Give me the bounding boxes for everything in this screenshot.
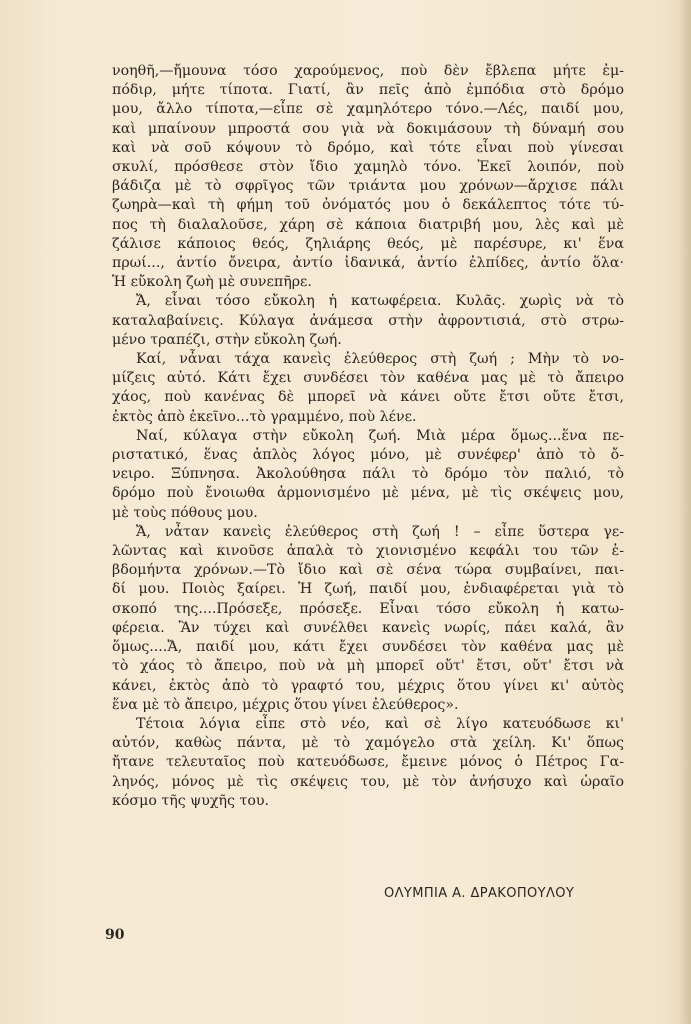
text-line: Ἡ εὔκολη ζωὴ μὲ συνεπῆρε. [112, 274, 312, 291]
body-text [112, 62, 624, 811]
author-signature: ΟΛΥΜΠΙΑ Α. ΔΡΑΚΟΠΟΥΛΟΥ [384, 886, 575, 901]
page-number: 90 [105, 927, 125, 943]
text-line: ζάλισε κάποιος θεός, ζηλιάρης θεός, μὲ παρέσυρε, κι' ἕνα [112, 235, 624, 252]
paragraph [112, 62, 624, 292]
text-line: μου, ἄλλο τίποτα,—εἶπε σὲ χαμηλότερο τόνο.—Λές, παιδί μου, [112, 101, 624, 118]
text-line: μὲ τοὺς πόθους μου. [112, 504, 258, 521]
text-line: μίζεις αὐτό. Κάτι ἔχει συνδέσει τὸν καθένα μας μὲ τὸ ἄπειρο [112, 370, 624, 387]
text-line: σκοπό της....Πρόσεξε, πρόσεξε. Εἶναι τόσο εὔκολη ἡ κατω- [112, 600, 624, 617]
text-line: κόσμο τῆς ψυχῆς του. [112, 792, 269, 809]
text-line: καὶ μπαίνουν μπροστά σου γιὰ νὰ δοκιμάσουν τὴ δύναμή σου [112, 120, 624, 137]
text-line: Καί, νἆναι τάχα κανεὶς ἐλεύθερος στὴ ζωή ; Μὴν τὸ νο- [136, 351, 624, 368]
text-line: χάος, ποὺ κανένας δὲ μπορεῖ νὰ κάνει οὔτε ἔτσι οὔτε ἔτσι, [112, 389, 624, 406]
text-line: πρωί..., ἀντίο ὄνειρα, ἀντίο ἰδανικά, ἀντίο ἐλπίδες, ἀντίο ὅλα· [112, 255, 624, 272]
text-line: ἐκτὸς ἀπὸ ἐκεῖνο...τὸ γραμμένο, ποὺ λένε. [112, 408, 417, 425]
text-line: βάδιζα μὲ τὸ σφρῖγος τῶν τριάντα μου χρόνων—ἄρχισε πάλι [112, 178, 624, 195]
text-line: ἤτανε τελευταῖος ποὺ κατευόδωσε, ἔμεινε μόνος ὁ Πέτρος Γα- [112, 754, 624, 771]
text-line: δρόμο ποὺ ἔνοιωθα ἁρμονισμένο μὲ μένα, μὲ τὶς σκέψεις μου, [112, 485, 624, 502]
paragraph [112, 427, 624, 523]
text-line: ληνός, μόνος μὲ τὶς σκέψεις του, μὲ τὸν ἀνήσυχο καὶ ὡραῖο [112, 773, 624, 790]
paragraph [112, 523, 624, 715]
text-line: αὐτόν, καθὼς πάντα, μὲ τὸ χαμόγελο στὰ χείλη. Κι' ὅπως [112, 735, 624, 752]
text-line: Ἄ, εἶναι τόσο εὔκολη ἡ κατωφέρεια. Κυλᾶς. χωρὶς νὰ τὸ [136, 293, 624, 310]
text-line: σκυλί, πρόσθεσε στὸν ἴδιο χαμηλὸ τόνο. Ἐκεῖ λοιπόν, ποὺ [112, 159, 624, 176]
text-line: ζωηρὰ—καὶ τὴ φήμη τοῦ ὀνόματός μου ὁ δεκάλεπτος τότε τύ- [112, 197, 624, 214]
paragraph [112, 350, 624, 427]
text-line: φέρεια. Ἂν τύχει καὶ συνέλθει κανεὶς νωρίς, πάει καλά, ἂν [112, 619, 624, 636]
text-line: κάνει, ἐκτὸς ἀπὸ τὸ γραφτό του, μέχρις ὅτου γίνει κι' αὐτὸς [112, 677, 624, 694]
text-line: ὅμως....Ἄ, παιδί μου, κάτι ἔχει συνδέσει τὸν καθένα μας μὲ [112, 639, 624, 656]
text-line: Ἄ, νἆταν κανεὶς ἐλεύθερος στὴ ζωή ! – εἶπε ὕστερα γε- [136, 523, 624, 540]
paragraph [112, 292, 624, 350]
text-line: νειρο. Ξύπνησα. Ἀκολούθησα πάλι τὸ δρόμο τὸν παλιό, τὸ [112, 466, 624, 483]
text-line: ριστατικό, ἕνας ἁπλὸς λόγος μόνο, μὲ συνέφερ' ἀπὸ τὸ ὄ- [112, 447, 624, 464]
text-line: ἕνα μὲ τὸ ἄπειρο, μέχρις ὅτου γίνει ἐλεύθερος». [112, 696, 459, 713]
text-line: Ναί, κύλαγα στὴν εὔκολη ζωή. Μιὰ μέρα ὅμως...ἕνα πε- [136, 427, 624, 444]
text-line: Τέτοια λόγια εἶπε στὸ νέο, καὶ σὲ λίγο κατευόδωσε κι' [136, 715, 624, 732]
text-line: καταλαβαίνεις. Κύλαγα ἀνάμεσα στὴν ἀφροντισιά, στὸ στρω- [112, 312, 624, 329]
text-line: μένο τραπέζι, στὴν εὔκολη ζωή. [112, 331, 342, 348]
text-line: βδομήντα χρόνων.—Τὸ ἴδιο καὶ σὲ σένα τώρα συμβαίνει, παι- [112, 562, 624, 579]
page-edge-shadow [679, 0, 691, 1024]
text-line: πόδιρ, μήτε τίποτα. Γιατί, ἂν πεῖς ἀπὸ ἐμπόδια στὸ δρόμο [112, 82, 624, 99]
text-line: τὸ χάος τὸ ἄπειρο, ποὺ νὰ μὴ μπορεῖ οὔτ' ἔτσι, οὔτ' ἔτσι νὰ [112, 658, 624, 675]
text-line: πος τὴ διαλαλοῦσε, χάρη σὲ κάποια διατριβή μου, λὲς καὶ μὲ [112, 216, 624, 233]
paragraph [112, 715, 624, 811]
text-line: νοηθῆ,—ἤμουνα τόσο χαρούμενος, ποὺ δὲν ἔβλεπα μήτε ἐμ- [112, 63, 624, 79]
text-line: καὶ νὰ σοῦ κόψουν τὸ δρόμο, καὶ τότε εἶναι ποὺ γίνεσαι [112, 139, 624, 156]
text-line: δί μου. Ποιὸς ξαίρει. Ἡ ζωή, παιδί μου, ἐνδιαφέρεται γιὰ τὸ [112, 581, 624, 598]
text-line: λῶντας καὶ κινοῦσε ἁπαλὰ τὸ χιονισμένο κεφάλι του τῶν ἑ- [112, 543, 624, 560]
